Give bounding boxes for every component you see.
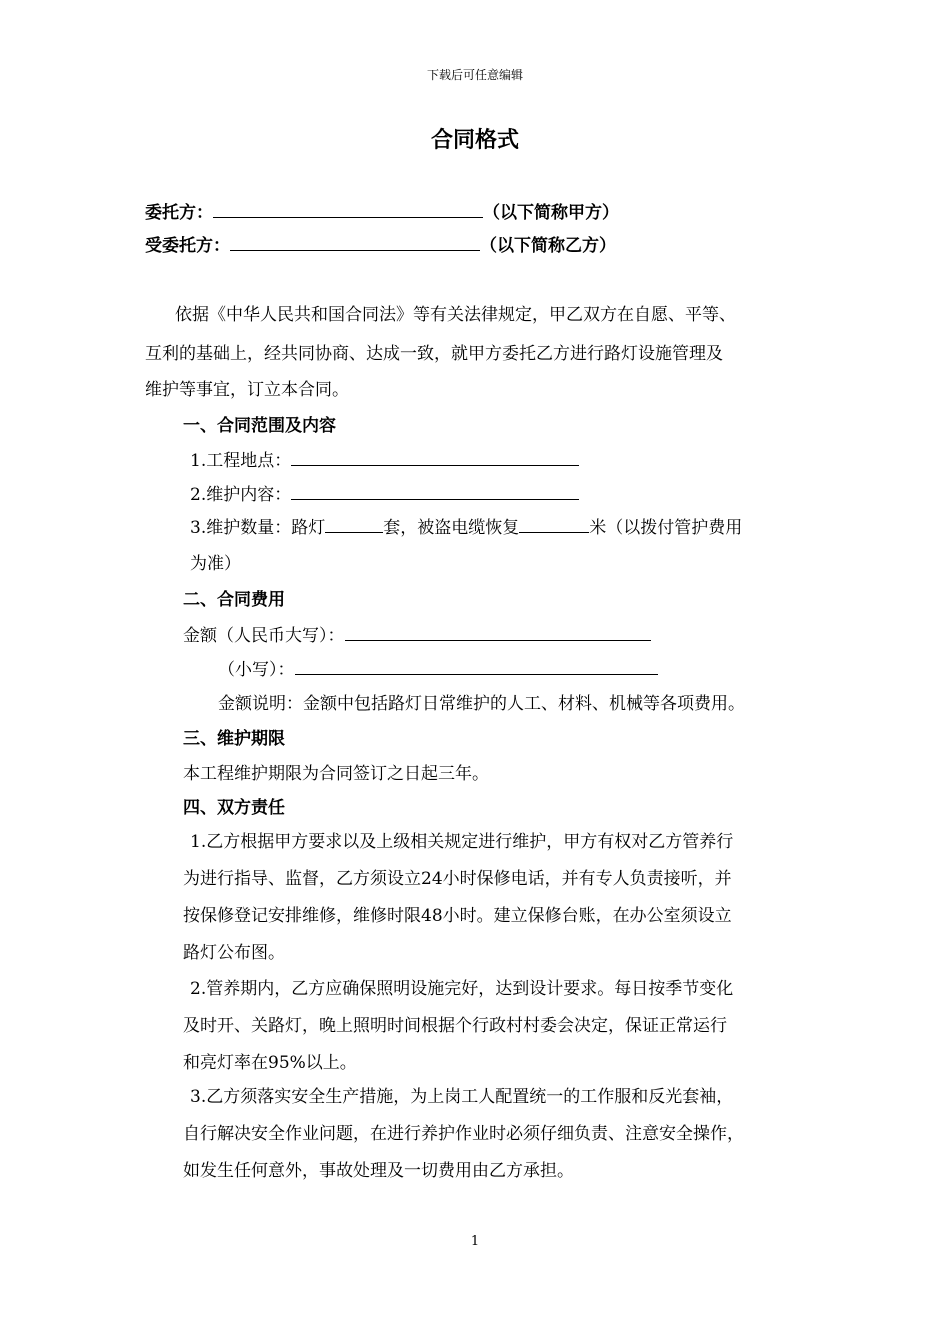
lamp-count-blank[interactable]: [325, 531, 383, 533]
maintenance-content-label: 2.维护内容：: [190, 485, 292, 505]
cable-length-blank[interactable]: [519, 531, 589, 533]
page-number: 1: [470, 1234, 480, 1249]
s1-item-1: [190, 446, 579, 471]
party-b-row: [145, 231, 616, 256]
s1-item-3: [190, 513, 742, 538]
s4-p1-line-1: 1.乙方根据甲方要求以及上级相关规定进行维护，甲方有权对乙方管养行: [190, 832, 734, 852]
work-location-label: 1.工程地点：: [190, 451, 292, 471]
quantity-mid: 套，被盗电缆恢复: [383, 518, 520, 538]
quantity-end: 米（以拨付管护费用: [589, 518, 743, 538]
s4-p3-line-2: 自行解决安全作业问题，在进行养护作业时必须仔细负责、注意安全操作，: [183, 1124, 744, 1144]
s4-p2-line-1: 2.管养期内，乙方应确保照明设施完好，达到设计要求。每日按季节变化: [190, 979, 734, 999]
amount-lower-row: [218, 655, 658, 680]
party-b-suffix: （以下简称乙方）: [480, 236, 616, 256]
maintenance-content-blank[interactable]: [291, 498, 579, 500]
section-4-heading: 四、双方责任: [183, 798, 285, 818]
s4-p3-line-3: 如发生任何意外，事故处理及一切费用由乙方承担。: [183, 1161, 574, 1181]
amount-lower-blank[interactable]: [295, 673, 658, 675]
s4-p1-line-4: 路灯公布图。: [183, 943, 285, 963]
section-3-heading: 三、维护期限: [183, 729, 285, 749]
document-title: 合同格式: [430, 127, 519, 153]
party-b-blank[interactable]: [230, 249, 480, 251]
s1-item-3-cont: 为准）: [190, 554, 241, 574]
work-location-blank[interactable]: [291, 464, 579, 466]
term-text: 本工程维护期限为合同签订之日起三年。: [183, 764, 489, 784]
s4-p1-line-2: 为进行指导、监督，乙方须设立24小时保修电话，并有专人负责接听，并: [183, 869, 732, 889]
intro-line-1: 依据《中华人民共和国合同法》等有关法律规定，甲乙双方在自愿、平等、: [175, 305, 736, 325]
page-header: 下载后可任意编辑: [426, 68, 523, 82]
party-b-label: 受委托方：: [145, 236, 230, 256]
party-a-row: [145, 198, 619, 223]
s1-item-2: [190, 480, 579, 505]
party-a-label: 委托方：: [145, 203, 213, 223]
intro-line-3: 维护等事宜，订立本合同。: [145, 380, 349, 400]
amount-upper-label: 金额（人民币大写）：: [183, 626, 345, 646]
s4-p2-line-3: 和亮灯率在95%以上。: [183, 1053, 357, 1073]
s4-p3-line-1: 3.乙方须落实安全生产措施，为上岗工人配置统一的工作服和反光套袖，: [190, 1087, 734, 1107]
section-1-heading: 一、合同范围及内容: [183, 416, 336, 436]
amount-note: 金额说明：金额中包括路灯日常维护的人工、材料、机械等各项费用。: [218, 694, 745, 714]
intro-line-2: 互利的基础上，经共同协商、达成一致，就甲方委托乙方进行路灯设施管理及: [145, 344, 723, 364]
party-a-suffix: （以下简称甲方）: [483, 203, 619, 223]
quantity-label: 3.维护数量：路灯: [190, 518, 326, 538]
amount-upper-row: [183, 621, 651, 646]
amount-lower-label: （小写）：: [218, 660, 295, 680]
amount-upper-blank[interactable]: [345, 639, 651, 641]
s4-p2-line-2: 及时开、关路灯，晚上照明时间根据个行政村村委会决定，保证正常运行: [183, 1016, 727, 1036]
party-a-blank[interactable]: [213, 216, 483, 218]
s4-p1-line-3: 按保修登记安排维修，维修时限48小时。建立保修台账，在办公室须设立: [183, 906, 732, 926]
section-2-heading: 二、合同费用: [183, 590, 285, 610]
